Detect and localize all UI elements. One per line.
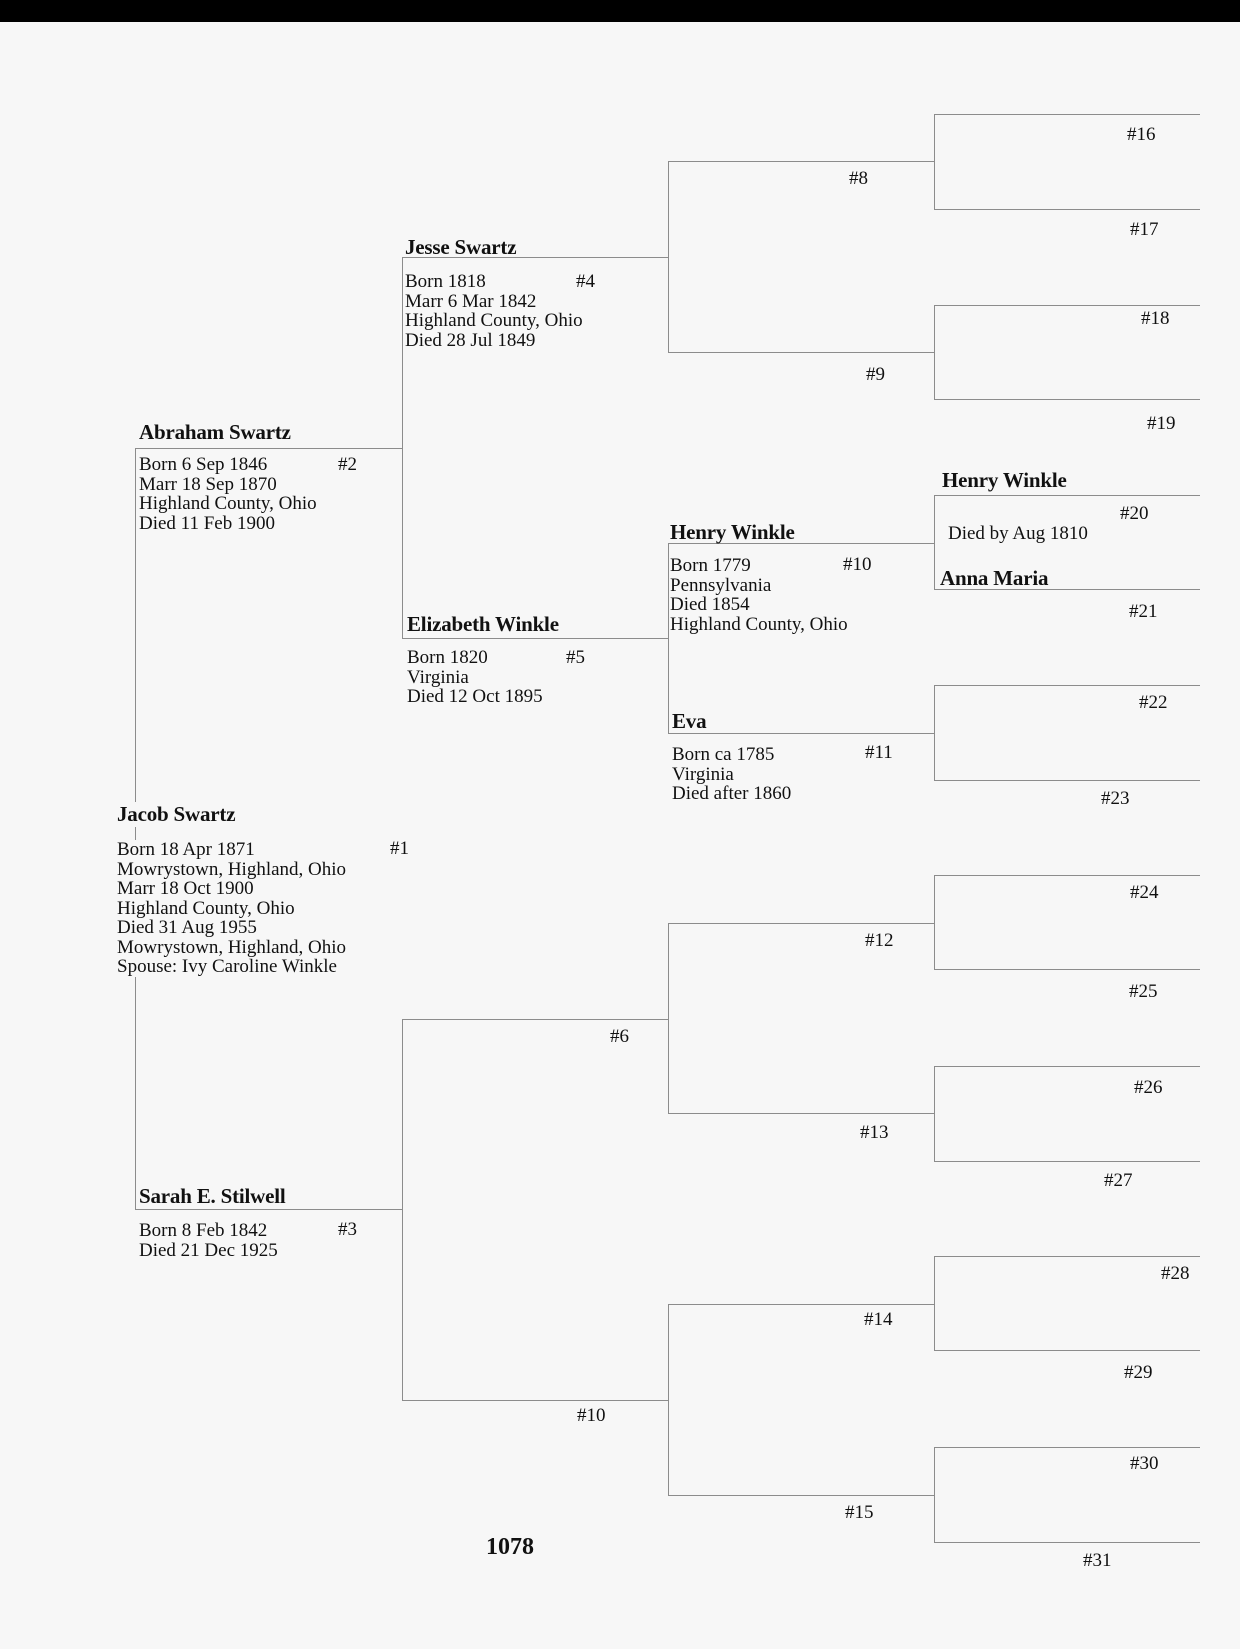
person-details-2: Born 6 Sep 1846 Marr 18 Sep 1870 Highland County, Ohio Died 11 Feb 1900 [139,454,317,534]
slot-number: #6 [610,1026,629,1047]
person-number-2: #2 [338,454,357,475]
person-name-5: Elizabeth Winkle [407,612,559,636]
person-number-11: #11 [865,742,893,763]
slot-number: #13 [860,1122,889,1143]
slot-number: #15 [845,1502,874,1523]
slot-number: #30 [1130,1453,1159,1474]
person-number-21: #21 [1129,601,1158,622]
person-name-4: Jesse Swartz [405,235,517,259]
slot-number: #22 [1139,692,1168,713]
person-number-5: #5 [566,647,585,668]
slot-number: #29 [1124,1362,1153,1383]
slot-number: #31 [1083,1550,1112,1571]
slot-number: #18 [1141,308,1170,329]
person-name-10: Henry Winkle [670,520,795,544]
slot-number: #16 [1127,124,1156,145]
person-details-5: Born 1820 Virginia Died 12 Oct 1895 [407,647,543,707]
person-name-3: Sarah E. Stilwell [139,1184,286,1208]
person-number-10: #10 [843,554,872,575]
person-details-1: Born 18 Apr 1871 Mowrystown, Highland, Ohio Marr 18 Oct 1900 Highland County, Ohio Died 31 Aug 1955 Mowrystown, Highland, Ohio Spouse: Ivy Caroline Winkle [117,840,350,977]
person-details-4: Born 1818 Marr 6 Mar 1842 Highland County, Ohio Died 28 Jul 1849 [405,271,583,351]
slot-number: #10 [577,1405,606,1426]
person-number-4: #4 [576,271,595,292]
slot-number: #14 [864,1309,893,1330]
person-name-1: Jacob Swartz [117,802,236,826]
slot-number: #19 [1147,413,1176,434]
slot-number: #9 [866,364,885,385]
slot-number: #25 [1129,981,1158,1002]
slot-number: #26 [1134,1077,1163,1098]
person-name-11: Eva [672,709,707,733]
person-number-20: #20 [1120,503,1149,524]
person-name-20: Henry Winkle [942,468,1067,492]
slot-number: #12 [865,930,894,951]
person-name-2: Abraham Swartz [139,420,291,444]
slot-number: #24 [1130,882,1159,903]
person-details-3: Born 8 Feb 1842 Died 21 Dec 1925 [139,1220,278,1261]
person-details-10: Born 1779 Pennsylvania Died 1854 Highland County, Ohio [670,555,848,635]
slot-number: #27 [1104,1170,1133,1191]
person-details-20: Died by Aug 1810 [948,523,1088,544]
slot-number: #23 [1101,788,1130,809]
page-number: 1078 [486,1534,534,1560]
slot-number: #17 [1130,219,1159,240]
scan-top-border [0,0,1240,22]
slot-number: #8 [849,168,868,189]
person-number-1: #1 [390,838,409,859]
person-details-11: Born ca 1785 Virginia Died after 1860 [672,744,792,804]
person-number-3: #3 [338,1219,357,1240]
slot-number: #28 [1161,1263,1190,1284]
person-name-21: Anna Maria [940,566,1049,590]
